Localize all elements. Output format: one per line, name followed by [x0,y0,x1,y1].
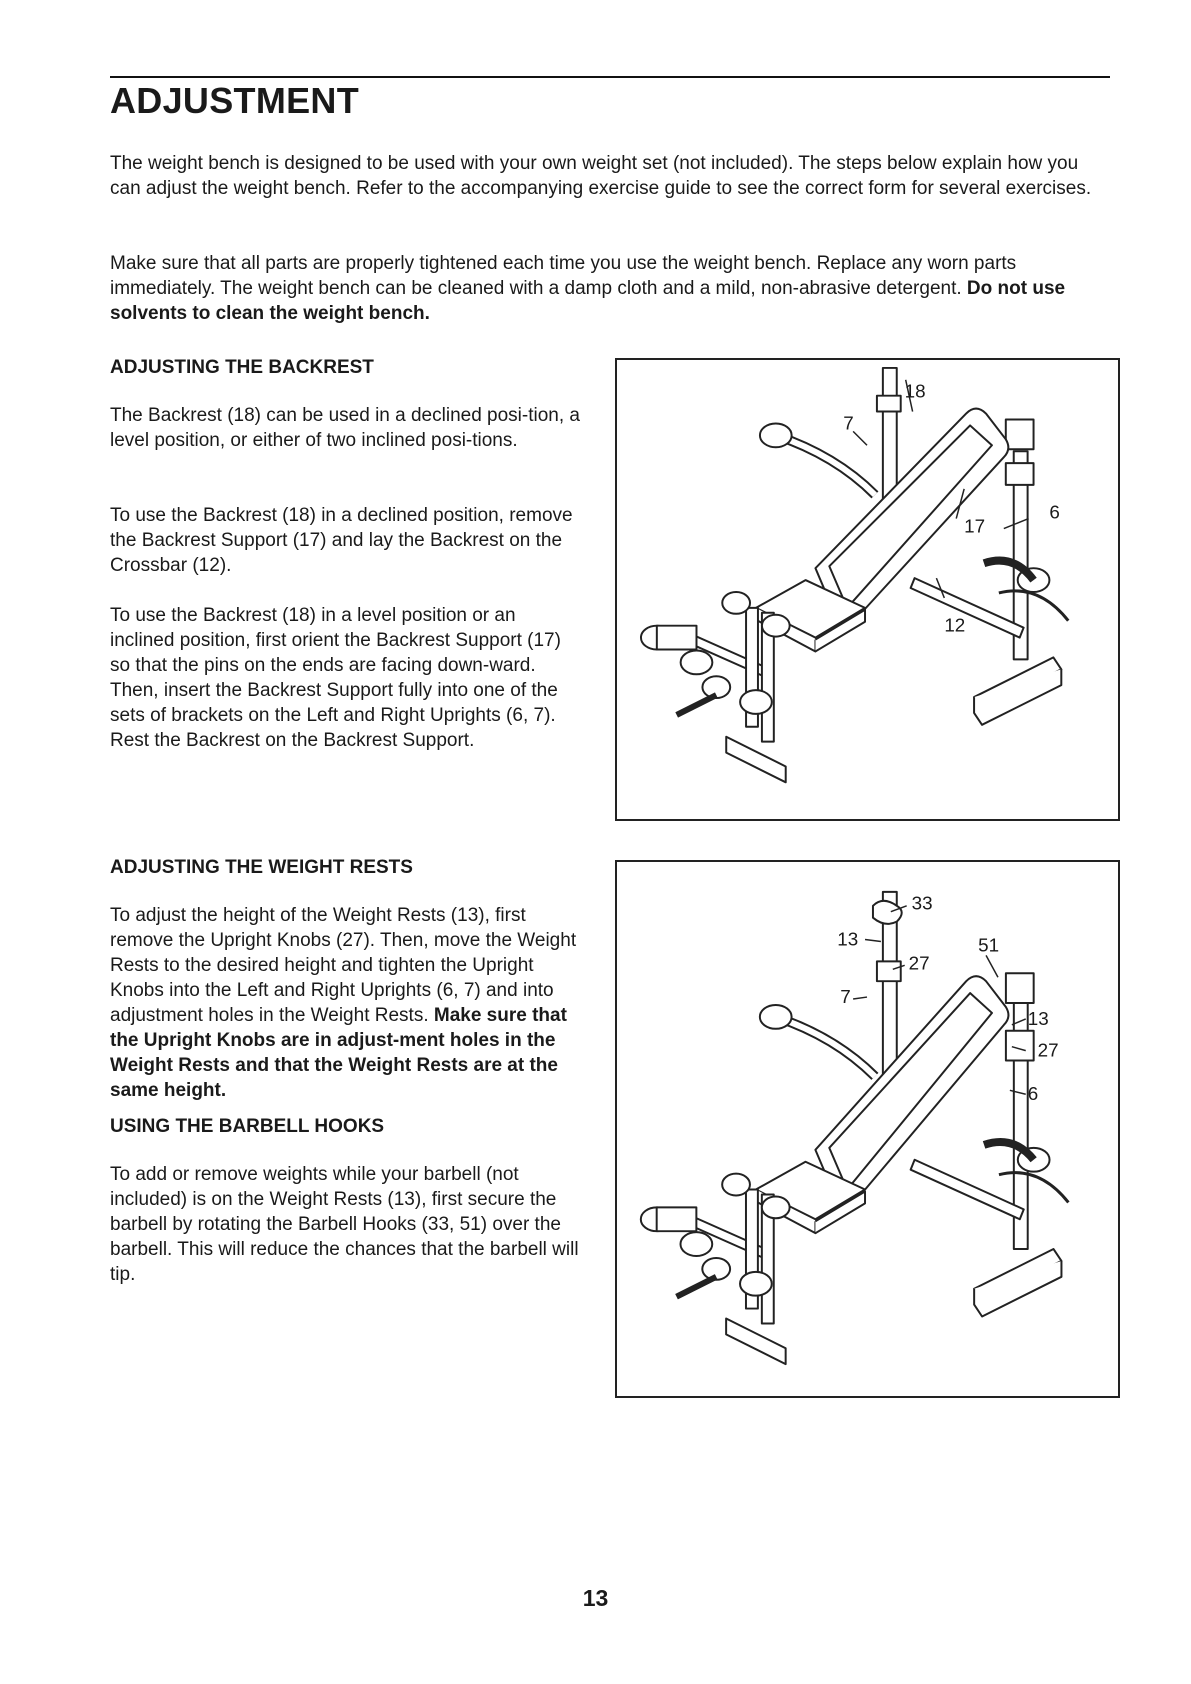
backrest-paragraph-2: To use the Backrest (18) in a declined position, remove the Backrest Support (17) and lay the Backrest on the Crossbar (12). [110,505,573,576]
backrest-heading: ADJUSTING THE BACKREST [110,357,374,378]
backrest-figure [615,358,1120,821]
intro-paragraph-1: The weight bench is designed to be used with your own weight set (not included). The steps below explain how you can adjust the weight bench. Refer to the accompanying exercise guide to see the correct form for several exercises. [110,153,1092,199]
fig1-label-right-upright: 6 [1049,501,1060,523]
fig1-label-support: 17 [964,515,986,537]
fig1-label-backrest: 18 [904,380,926,402]
intro-paragraph-2 [110,251,1110,326]
fig1-label-left-upright: 7 [843,412,854,434]
fig2-label-right-upright: 6 [1027,1083,1039,1105]
barbell-hooks-paragraph: To add or remove weights while your barbell (not included) is on the Weight Rests (13), first secure the barbell by rotating the Barbell Hooks (33, 51) over the barbell. This will reduce the chances that the barbell will tip. [110,1164,579,1285]
backrest-paragraph-3: To use the Backrest (18) in a level position or an inclined position, first orient the Backrest Support (17) so that the pins on the ends are facing down-ward. Then, insert the Backrest Support fully into one of the sets of brackets on the Left and Right Uprights (6, 7). Rest the Backrest on the Backrest Support. [110,605,561,751]
weight-rests-figure [615,860,1120,1398]
weight-rests-paragraph [110,903,580,1103]
bench-illustration-2 [617,862,1118,1396]
backrest-paragraph-1: The Backrest (18) can be used in a declined posi-tion, a level position, or either of two inclined posi-tions. [110,405,580,451]
intro-paragraph-2-text: Make sure that all parts are properly tightened each time you use the weight bench. Replace any worn parts immediately. The weight bench can be cleaned with a damp cloth and a mild, non-abrasive detergent. [110,253,1017,299]
fig1-label-crossbar: 12 [944,614,966,636]
weight-rests-warning: Make sure that the Upright Knobs are in adjust-ment holes in the Weight Rests and that the Weight Rests are at the same height. [110,1005,567,1101]
page-title: ADJUSTMENT [110,80,360,121]
intro-warning: Do not use solvents to clean the weight bench. [110,278,1066,324]
fig2-label-hook-right: 51 [978,934,1000,956]
fig2-label-left-upright: 7 [840,986,851,1008]
header-rule [110,76,1110,78]
fig2-label-knob-left: 27 [908,952,930,974]
barbell-hooks-heading: USING THE BARBELL HOOKS [110,1116,385,1137]
weight-rests-heading: ADJUSTING THE WEIGHT RESTS [110,857,413,878]
weight-rests-text: To adjust the height of the Weight Rests (13), first remove the Upright Knobs (27). Then, move the Weight Rests to the desired height and tighten the Upright Knobs into the Left and Right Uprights (6, 7) and into adjustment holes in the Weight Rests. [110,905,577,1026]
bench-illustration-1 [617,360,1118,819]
page-number: 13 [582,1585,609,1611]
fig2-label-rest-left: 13 [837,928,859,950]
fig2-label-rest-right: 13 [1027,1007,1049,1029]
fig2-label-knob-right: 27 [1037,1039,1059,1061]
fig2-label-hook-left: 33 [911,892,933,914]
